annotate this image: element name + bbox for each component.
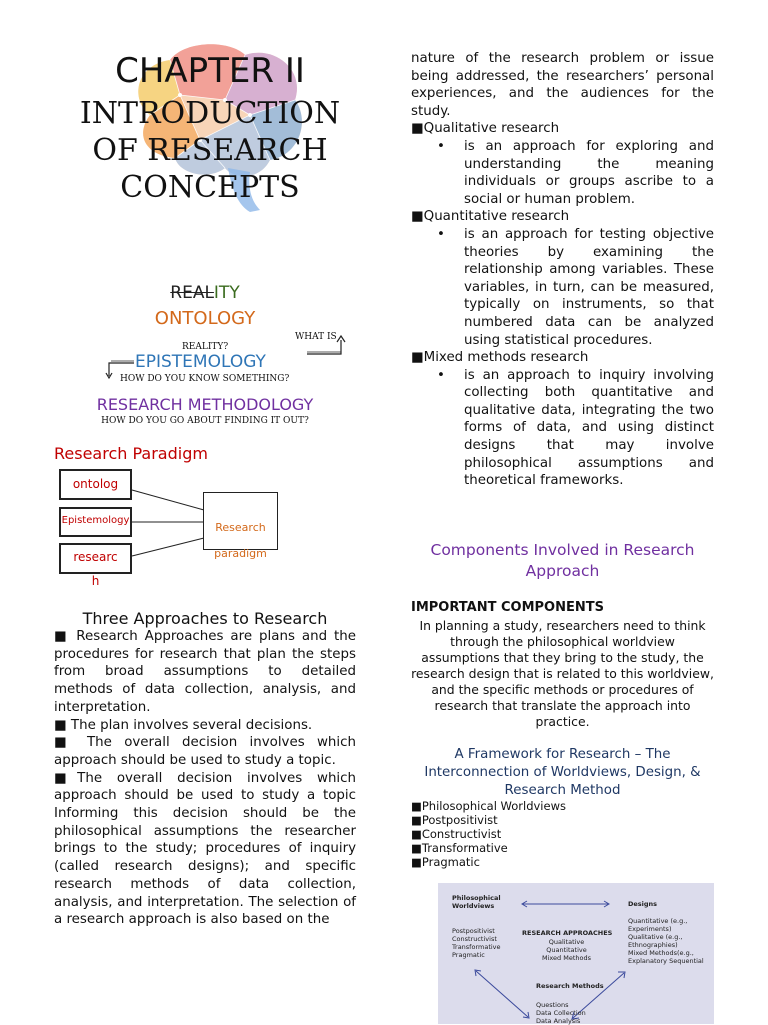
diagram-designs-title: Designs [628,900,658,908]
qualitative-heading: ■Qualitative research [411,121,560,137]
bullet-icon: • [437,367,445,383]
chapter-subtitle [60,95,360,206]
paradigm-box-epistemology: Epistemology [59,507,132,537]
quantitative-bullet [411,226,714,349]
mixed-bullet [411,367,714,490]
list-item: ■Philosophical Worldviews [411,799,566,813]
paragraph: ■ The overall decision involves which approach should be used to study a topic. [54,735,356,768]
important-components-text: In planning a study, researchers need to think through the philosophical worldview assumptions that they bring to the study, the research design that is related to this worldview, and the specific methods or procedures of research that translate the approach into practice. [411,618,714,729]
subtitle-line: CONCEPTS [120,170,300,205]
research-methodology-label: RESEARCH METHODOLOGY [96,395,314,414]
list-item: ■Constructivist [411,827,502,841]
paradigm-connector-lines [130,480,206,560]
epistemology-label: EPISTEMOLOGY [135,352,266,372]
components-title: Components Involved in Research Approach [430,541,695,580]
bullet-text: is an approach for exploring and understanding the meaning individuals or groups ascribe to a social or human problem. [464,138,714,207]
intro-paragraph: nature of the research problem or issue being addressed, the researchers’ personal experiences, and the audiences for the study. [411,51,714,119]
framework-title: A Framework for Research – The Interconnection of Worldviews, Design, & Research Method [424,747,701,798]
turn-arrow-icon [305,334,347,360]
paradigm-box-target [203,492,278,560]
three-approaches-text [54,628,356,929]
reality-rest: ITY [213,283,240,303]
reality-struck: REAL [170,283,214,303]
paradigm-box-research: researc h [59,543,132,574]
diagram-worldviews-title: Philosophical Worldviews [452,894,501,910]
framework-list [411,799,566,869]
framework-diagram [438,883,714,1024]
how-go-label: HOW DO YOU GO ABOUT FINDING IT OUT? [101,416,309,426]
quantitative-heading: ■Quantitative research [411,209,570,225]
paradigm-box-ontology: ontolog [59,469,132,500]
paradigm-target-line: paradigm [214,547,267,560]
diagram-methods-items: Questions Data Collection Data Analysis [536,1001,586,1025]
list-item: ■Transformative [411,841,508,855]
what-is-label: WHAT IS [295,332,337,342]
paragraph: ■ The plan involves several decisions. [54,717,313,733]
diagram-worldviews-items: Postpositivist Constructivist Transformative Pragmatic [452,927,501,959]
ontology-label: ONTOLOGY [154,308,256,329]
important-components-heading: IMPORTANT COMPONENTS [411,600,604,615]
bullet-icon: • [437,138,445,154]
chapter-title: CHAPTER II [115,51,305,91]
mixed-heading: ■Mixed methods research [411,350,589,366]
research-paradigm-title: Research Paradigm [54,444,208,463]
right-column-text [411,50,714,490]
reality-label [120,283,290,303]
reality-question: REALITY? [182,342,229,352]
bullet-icon: • [437,226,445,242]
diagram-approaches-items: Qualitative Quantitative Mixed Methods [542,938,592,962]
diagram-methods-title: Research Methods [536,982,604,990]
diagram-approaches-title: RESEARCH APPROACHES [522,929,613,937]
subtitle-line: OF RESEARCH [92,133,328,168]
qualitative-bullet [411,138,714,208]
subtitle-line: INTRODUCTION [79,96,341,131]
bullet-text: is an approach to inquiry involving collecting both quantitative and qualitative data, integrating the two forms of data, and using distinct designs that may involve philosophical assumptions and theoretical frameworks. [464,367,714,489]
three-approaches-title: Three Approaches to Research [82,609,328,628]
list-item: ■Pragmatic [411,855,480,869]
list-item: ■Postpositivist [411,813,498,827]
paragraph: ■ Research Approaches are plans and the procedures for research that plan the steps from broad assumptions to detailed methods of data collection, analysis, and interpretation. [54,629,356,715]
diagram-designs-items: Quantitative (e.g., Experiments) Qualitative (e.g., Ethnographies) Mixed Methods(e.g., Explanatory Sequential [628,917,704,965]
paragraph: ■The overall decision involves which approach should be used to study a topic Informing this decision should be the philosophical assumptions the researcher brings to the study; procedures of inquiry (called research designs); and specific research methods of data collection, analysis, and interpretation. The selection of a research approach is also based on the [54,770,356,928]
bullet-text: is an approach for testing objective theories by examining the relationship among variables. These variables, in turn, can be measured, typically on instruments, so that numbered data can be analyzed using statistical procedures. [464,226,714,348]
paradigm-target-line: Research [215,521,266,534]
how-know-label: HOW DO YOU KNOW SOMETHING? [120,374,290,384]
